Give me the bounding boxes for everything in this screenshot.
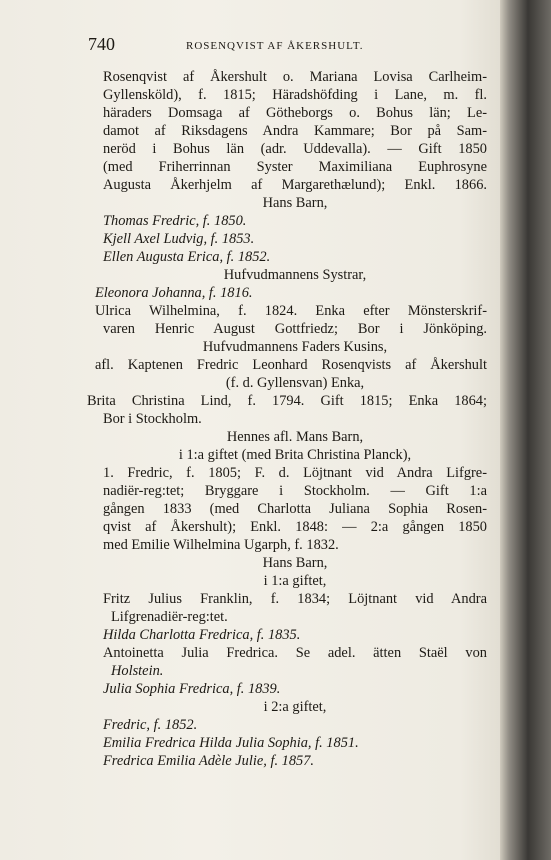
text-line: Gyllensköld), f. 1815; Häradshöfding i Lane, m. fl. [103,87,487,103]
book-gutter [500,0,551,860]
text-line: Holstein. [111,663,164,679]
text-line: med Emilie Wilhelmina Ugarph, f. 1832. [103,537,339,553]
person-entry: Hilda Charlotta Fredrica, f. 1835. [103,627,301,643]
person-entry: Emilia Fredrica Hilda Julia Sophia, f. 1851. [103,735,359,751]
text-line: Brita Christina Lind, f. 1794. Gift 1815; Enka 1864; [87,393,487,409]
section-heading: Hans Barn, [262,555,328,571]
text-line: (med Friherrinnan Syster Maximiliana Euphrosyne [103,159,487,175]
text-line: varen Henric August Gottfriedz; Bor i Jönköping. [103,321,487,337]
page-header [88,34,488,58]
page-body [87,68,487,770]
text-line: gången 1833 (med Charlotta Juliana Sophia Rosen- [103,501,487,517]
text-line: Rosenqvist af Åkershult o. Mariana Lovisa Carlheim- [103,69,487,85]
text-line: Lifgrenadiër-reg:tet. [111,609,228,625]
person-entry: Kjell Axel Ludvig, f. 1853. [103,231,255,247]
text-line: Bor i Stockholm. [103,411,202,427]
text-line: qvist af Åkershult); Enkl. 1848: — 2:a gången 1850 [103,519,487,535]
section-heading: Hennes afl. Mans Barn, [226,429,364,445]
text-line: damot af Riksdagens Andra Kammare; Bor på Sam- [103,123,487,139]
section-heading: Hans Barn, [262,195,328,211]
page-number: 740 [88,34,115,54]
text-line: nadiër-reg:tet; Bryggare i Stockholm. — Gift 1:a [103,483,487,499]
running-head: ROSENQVIST AF ÅKERSHULT. [186,40,364,52]
person-entry: Thomas Fredric, f. 1850. [103,213,247,229]
text-line: (f. d. Gyllensvan) Enka, [225,375,365,391]
text-line: Augusta Åkerhjelm af Margarethælund); Enkl. 1866. [103,177,487,193]
section-heading: i 2:a giftet, [263,699,327,715]
person-entry: Eleonora Johanna, f. 1816. [95,285,253,301]
text-line: Fritz Julius Franklin, f. 1834; Löjtnant vid Andra [103,591,487,607]
person-entry: Julia Sophia Fredrica, f. 1839. [103,681,281,697]
section-heading: Hufvudmannens Faders Kusins, [202,339,388,355]
text-line: neröd i Bohus län (adr. Uddevalla). — Gift 1850 [103,141,487,157]
text-line: Antoinetta Julia Fredrica. Se adel. ätten Staël von [103,645,487,661]
person-entry: Fredrica Emilia Adèle Julie, f. 1857. [103,753,315,769]
section-heading: Hufvudmannens Systrar, [223,267,367,283]
text-line: 1. Fredric, f. 1805; F. d. Löjtnant vid Andra Lifgre- [103,465,487,481]
person-entry: Ellen Augusta Erica, f. 1852. [103,249,271,265]
person-entry: Fredric, f. 1852. [103,717,198,733]
text-line: afl. Kaptenen Fredric Leonhard Rosenqvists af Åkershult [95,357,487,373]
text-line: Ulrica Wilhelmina, f. 1824. Enka efter Mönsterskrif- [95,303,487,319]
section-heading: i 1:a giftet (med Brita Christina Planck), [178,447,412,463]
section-heading: i 1:a giftet, [263,573,327,589]
text-line: häraders Domsaga af Götheborgs o. Bohus län; Le- [103,105,487,121]
